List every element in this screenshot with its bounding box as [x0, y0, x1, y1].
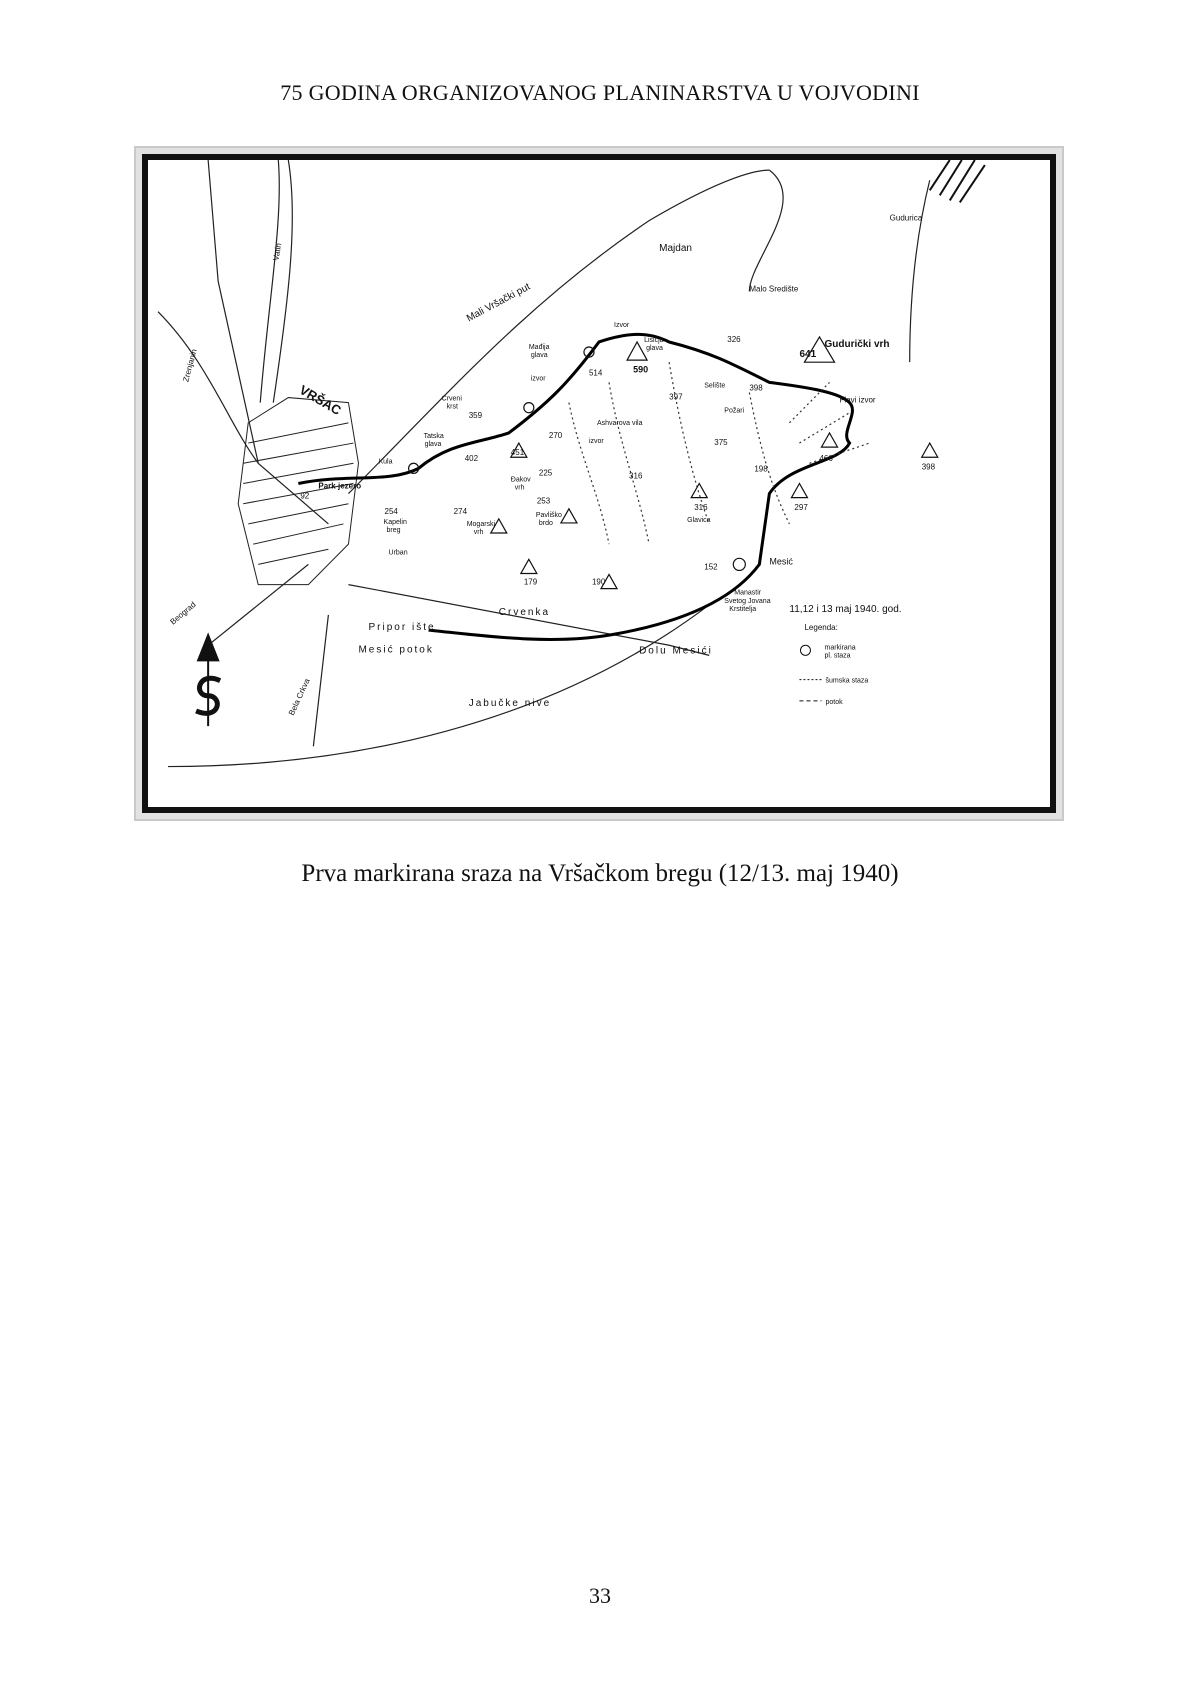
road-line: [313, 615, 328, 746]
forest-trail: [609, 382, 649, 544]
area-label: Flavi izvor: [839, 395, 876, 405]
elevation-label: 274: [453, 506, 468, 516]
elevation-label: 316: [629, 471, 643, 481]
road-line: [208, 160, 258, 463]
road-label: Bela Crkva: [287, 677, 312, 717]
elevation-label: 514: [588, 368, 603, 378]
elevation-label: 398: [921, 462, 936, 472]
elevation-label: 641: [799, 349, 817, 361]
elevation-label: 359: [468, 410, 483, 420]
area-label: vrh: [514, 484, 525, 492]
elevation-label: 326: [727, 334, 741, 344]
map-image: [142, 154, 1056, 813]
area-label: izvor: [530, 375, 546, 383]
road-line: [910, 180, 930, 362]
elevation-label: 590: [633, 364, 649, 375]
town-label: VRŠAC: [296, 382, 344, 419]
elevation-label: 451: [510, 448, 525, 458]
road-line: [348, 170, 769, 494]
elevation-label: 225: [538, 468, 553, 478]
elevation-label: 179: [523, 577, 538, 587]
area-label: izvor: [588, 438, 604, 446]
road-label: Mali Vršački put: [464, 281, 533, 325]
legend-title: Legenda:: [804, 623, 838, 633]
monastery-icon: [733, 558, 745, 570]
page-number: 33: [589, 1583, 611, 1608]
legend-item: pl. staza: [824, 652, 851, 660]
road-label: Beograd: [168, 599, 198, 627]
legend-marker-icon: [800, 645, 810, 655]
elevation-label: 270: [548, 430, 563, 441]
area-label: Mogarski: [466, 520, 496, 528]
area-label: Pripor ište: [368, 622, 436, 634]
area-label: Đakov: [510, 476, 531, 484]
area-label: Mesić potok: [358, 644, 434, 656]
running-title: 75 GODINA ORGANIZOVANOG PLANINARSTVA U VOJVODINI: [280, 80, 920, 105]
map-figure: [134, 146, 1064, 821]
peak-triangle-icon: [821, 433, 837, 447]
road-label: Zrenjanin: [181, 348, 199, 383]
elevation-label: 190: [591, 577, 606, 587]
elevation-label: 297: [794, 502, 808, 512]
elevation-label: 152: [704, 562, 718, 572]
elevation-label: 316: [694, 502, 708, 512]
area-label: Požari: [724, 407, 745, 415]
date-note: 11,12 i 13 maj 1940. god.: [789, 603, 902, 615]
elevation-label: 398: [749, 383, 763, 393]
area-label: Tatska: [423, 432, 444, 441]
map-corner-hatch-icon: [930, 160, 985, 202]
marked-trail: [298, 334, 852, 639]
area-label: Jabučke nive: [468, 697, 552, 709]
elevation-label: 466: [819, 454, 833, 464]
forest-trail: [789, 382, 869, 463]
area-label: Crveni: [441, 395, 462, 403]
north-arrow-icon: [196, 635, 220, 726]
elevation-label: 402: [464, 454, 479, 464]
area-label: Urban: [388, 549, 408, 557]
area-label: Ashvarova vila: [596, 419, 643, 427]
area-label: glava: [530, 352, 548, 360]
figure-caption: Prva markirana sraza na Vršačkom bregu (12/13. maj 1940): [301, 860, 899, 887]
area-label: brdo: [538, 519, 553, 527]
legend-item: potok: [825, 698, 843, 706]
town-area: [238, 398, 358, 585]
area-label: Izvor: [614, 321, 630, 329]
peak-triangle-icon: [521, 559, 537, 573]
road-line: [208, 564, 308, 645]
area-label: Manastir: [734, 589, 762, 597]
area-label: Dolu Mesići: [639, 645, 713, 657]
town-hatch: [243, 423, 353, 565]
area-label: Malo Središte: [749, 284, 799, 294]
road-label: Vatin: [271, 242, 284, 262]
trail-marker-icon: [524, 403, 534, 413]
hiking-trail-map: [148, 160, 1050, 807]
legend-item: šumska staza: [825, 677, 869, 685]
area-label: breg: [386, 527, 401, 535]
elevation-label: 254: [384, 506, 398, 516]
peak-triangle-icon: [922, 443, 938, 457]
forest-trail: [669, 362, 709, 524]
area-label: Glavica: [687, 516, 711, 524]
area-label: Majdan: [659, 242, 692, 254]
legend-item: markirana: [824, 644, 856, 652]
area-label: glava: [646, 345, 663, 353]
area-label: krst: [446, 403, 458, 411]
area-label: Svetog Jovana: [724, 597, 771, 605]
area-label: Selište: [704, 382, 726, 390]
area-label: Lisičja: [644, 336, 664, 344]
area-label: Gudurica: [889, 213, 923, 223]
area-label: Kapelin: [383, 518, 407, 526]
area-label: vrh: [473, 529, 484, 537]
peak-label: Gudurički vrh: [824, 338, 890, 351]
elevation-label: 253: [536, 496, 551, 506]
elevation-label: 397: [669, 392, 683, 402]
area-label: Crvenka: [498, 606, 551, 618]
peak-triangle-icon: [561, 509, 577, 523]
elevation-label: 198: [754, 464, 768, 474]
elevation-label: 92: [300, 491, 310, 501]
road-line: [749, 170, 783, 291]
road-line: [168, 605, 709, 767]
area-label: Krstitelja: [729, 605, 757, 613]
peak-triangle-icon: [627, 342, 647, 360]
area-label: Mesić: [769, 556, 793, 567]
area-label: Pavliško: [535, 511, 562, 519]
area-label: Park jezero: [318, 481, 362, 491]
area-label: Mađija: [528, 344, 550, 352]
road-line: [260, 160, 279, 403]
road-line: [273, 160, 292, 403]
elevation-label: 375: [714, 438, 728, 448]
peak-triangle-icon: [791, 484, 807, 498]
area-label: Kula: [378, 458, 393, 466]
area-label: glava: [424, 441, 442, 449]
